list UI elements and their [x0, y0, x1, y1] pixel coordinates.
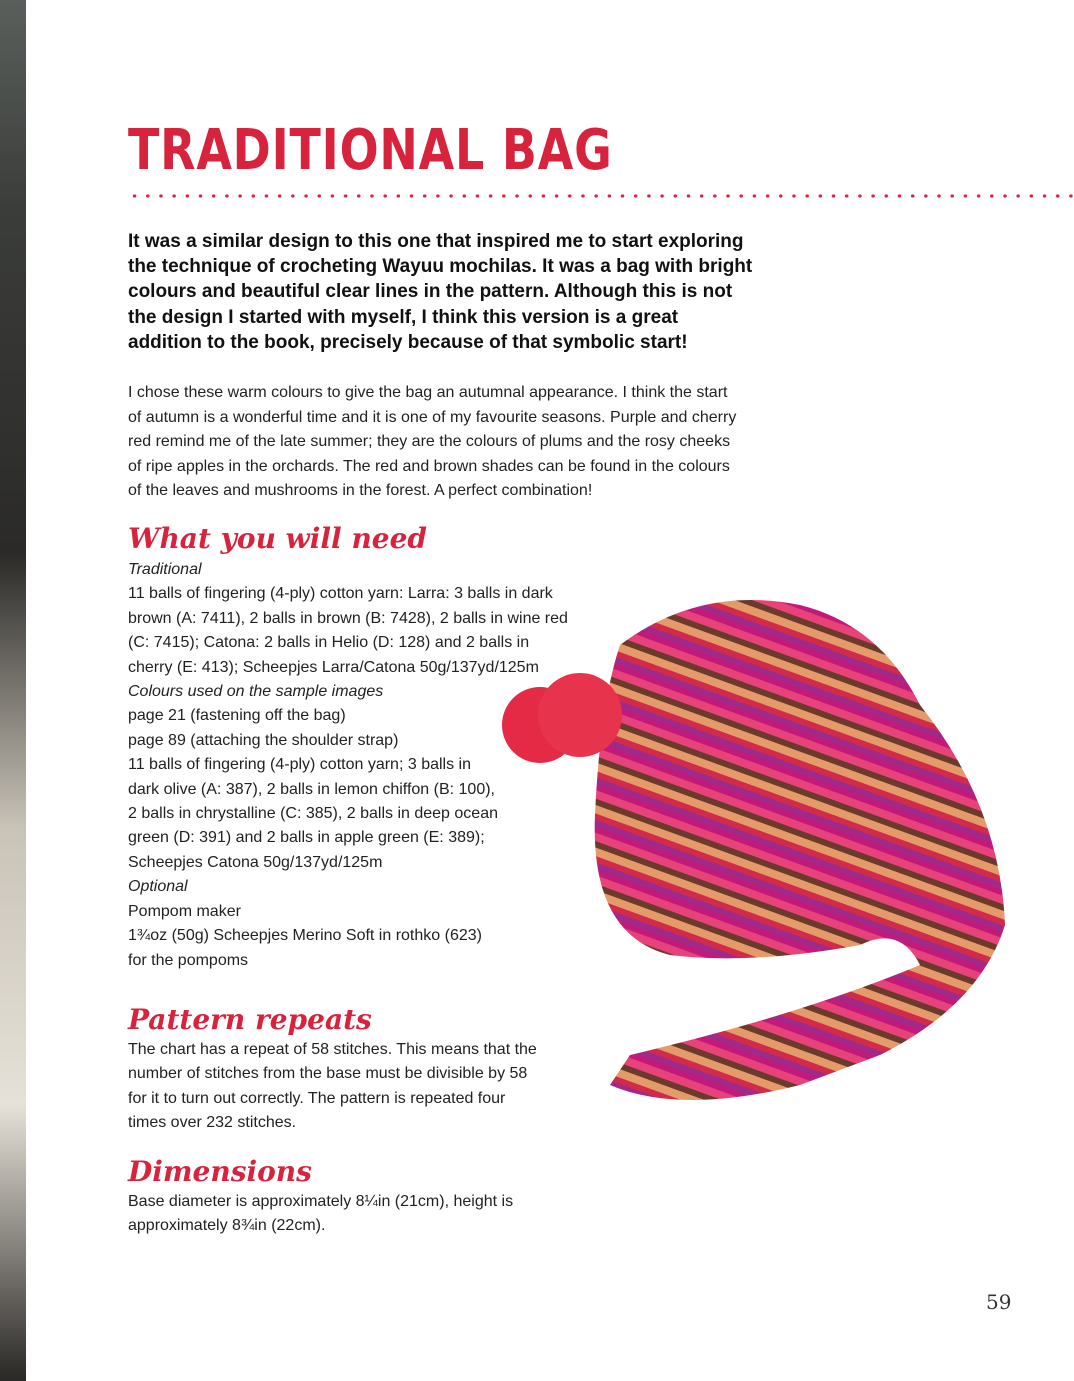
text-line: 2 balls in chrystalline (C: 385), 2 balls in deep ocean — [128, 805, 498, 823]
pattern-repeats-text — [128, 1038, 537, 1136]
body-paragraph — [128, 381, 736, 504]
text-line: of ripe apples in the orchards. The red and brown shades can be found in the colours — [128, 457, 730, 475]
page-number: 59 — [986, 1290, 1012, 1314]
text-line: red remind me of the late summer; they are the colours of plums and the rosy cheeks — [128, 433, 731, 450]
bag-body — [595, 600, 1005, 1100]
text-line: cherry (E: 413); Scheepjes Larra/Catona 50g/137yd/125m — [128, 658, 539, 676]
text-line: page 89 (attaching the shoulder strap) — [128, 731, 399, 749]
text-line: brown (A: 7411), 2 balls in brown (B: 7428), 2 balls in wine red — [128, 609, 568, 627]
dotted-divider — [128, 194, 1074, 198]
text-line: 11 balls of fingering (4-ply) cotton yarn: Larra: 3 balls in dark — [128, 585, 553, 603]
heading-pattern-repeats: Pattern repeats — [128, 1003, 372, 1036]
text-line: the technique of crocheting Wayuu mochilas. It was a bag with bright — [128, 256, 753, 278]
text-line: I chose these warm colours to give the bag an autumnal appearance. I think the start — [128, 384, 728, 401]
text-line: of the leaves and mushrooms in the forest. A perfect combination! — [128, 482, 593, 499]
text-line: dark olive (A: 387), 2 balls in lemon chiffon (B: 100), — [128, 780, 495, 798]
text-line: Base diameter is approximately 8¼in (21cm), height is — [128, 1193, 514, 1210]
heading-dimensions: Dimensions — [128, 1155, 312, 1188]
text-line: approximately 8¾in (22cm). — [128, 1217, 326, 1235]
text-line: (C: 7415); Catona: 2 balls in Helio (D: 128) and 2 balls in — [128, 634, 530, 652]
text-line: Traditional — [128, 561, 202, 578]
text-line: the design I started with myself, I think this version is a great — [128, 306, 679, 328]
text-line: of autumn is a wonderful time and it is one of my favourite seasons. Purple and cherry — [128, 408, 737, 426]
page-title: TRADITIONAL BAG — [128, 118, 613, 183]
text-line: number of stitches from the base must be divisible by 58 — [128, 1065, 528, 1083]
text-line: colours and beautiful clear lines in the pattern. Although this is not — [128, 281, 733, 303]
text-line: Scheepjes Catona 50g/137yd/125m — [128, 853, 383, 871]
dimensions-text — [128, 1190, 513, 1239]
bag-photo — [500, 585, 1020, 1125]
text-line: The chart has a repeat of 58 stitches. This means that the — [128, 1041, 537, 1058]
text-line: green (D: 391) and 2 balls in apple green (E: 389); — [128, 829, 485, 847]
text-line: for the pompoms — [128, 951, 249, 969]
text-line: Colours used on the sample images — [128, 683, 384, 701]
text-line: addition to the book, precisely because of that symbolic start! — [128, 331, 688, 353]
text-line: page 21 (fastening off the bag) — [128, 707, 346, 725]
adjacent-page-photo-edge — [0, 0, 26, 1381]
text-line: Optional — [128, 878, 188, 896]
text-line: for it to turn out correctly. The pattern is repeated four — [128, 1089, 506, 1107]
heading-what-you-will-need: What you will need — [128, 522, 428, 555]
intro-paragraph — [128, 229, 752, 355]
text-line: 11 balls of fingering (4-ply) cotton yarn; 3 balls in — [128, 756, 471, 774]
pompom — [538, 673, 622, 757]
text-line: It was a similar design to this one that inspired me to start exploring — [128, 231, 744, 252]
text-line: 1¾oz (50g) Scheepjes Merino Soft in rothko (623) — [128, 927, 482, 945]
text-line: times over 232 stitches. — [128, 1114, 297, 1132]
text-line: Pompom maker — [128, 902, 241, 920]
